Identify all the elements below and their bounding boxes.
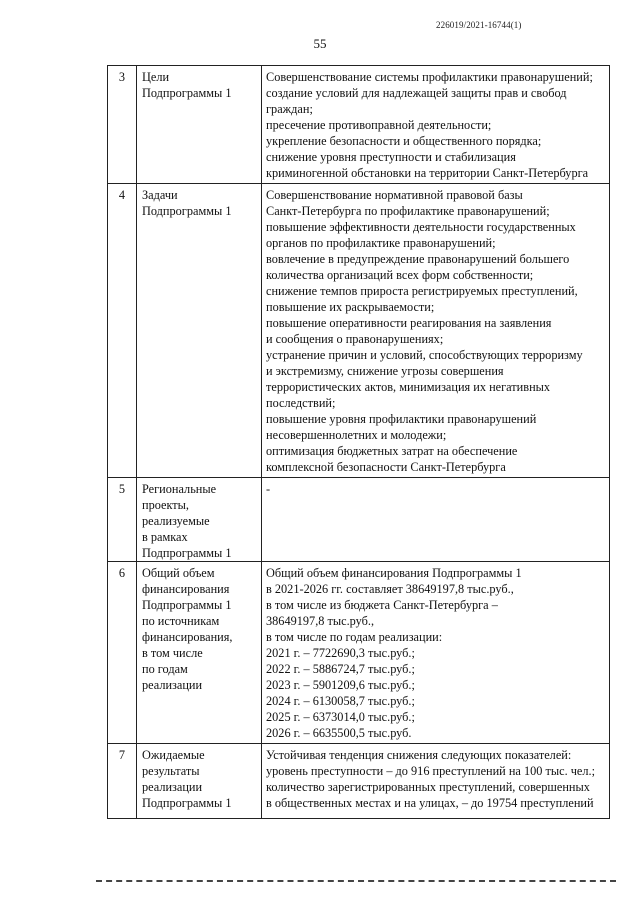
content-line: количество зарегистрированных преступлений, совершенных — [266, 780, 590, 794]
content-line: Совершенствование нормативной правовой базы — [266, 188, 523, 202]
row-number: 5 — [108, 478, 137, 562]
content-line: несовершеннолетних и молодежи; — [266, 428, 447, 442]
content-line: последствий; — [266, 396, 336, 410]
row-label-line: Подпрограммы 1 — [142, 598, 232, 612]
row-label-line: Цели — [142, 70, 170, 84]
row-label-line: проекты, — [142, 498, 190, 512]
row-label-line: Ожидаемые — [142, 748, 205, 762]
row-content — [262, 184, 610, 478]
row-label-line: в рамках — [142, 530, 188, 544]
row-label-line: Подпрограммы 1 — [142, 86, 232, 100]
content-line: в том числе из бюджета Санкт-Петербурга – — [266, 598, 498, 612]
row-number: 4 — [108, 184, 137, 478]
content-line: пресечение противоправной деятельности; — [266, 118, 492, 132]
content-line: снижение уровня преступности и стабилизация — [266, 150, 516, 164]
content-line: террористических актов, минимизация их негативных — [266, 380, 551, 394]
row-label-line: Подпрограммы 1 — [142, 204, 232, 218]
subprogram-passport-table — [107, 65, 610, 819]
row-label-line: по годам — [142, 662, 188, 676]
row-label-line: реализации — [142, 678, 203, 692]
content-line: комплексной безопасности Санкт-Петербурга — [266, 460, 506, 474]
scan-bottom-edge-line — [96, 880, 616, 882]
content-line: в общественных местах и на улицах, – до 19754 преступлений — [266, 796, 594, 810]
content-line: в 2021-2026 гг. составляет 38649197,8 тыс.руб., — [266, 582, 514, 596]
row-content — [262, 478, 610, 562]
row-label — [137, 66, 262, 184]
row-number: 7 — [108, 744, 137, 819]
row-label-line: реализации — [142, 780, 203, 794]
row-content — [262, 66, 610, 184]
row-label-line: результаты — [142, 764, 200, 778]
content-line: оптимизация бюджетных затрат на обеспечение — [266, 444, 518, 458]
row-label-line: Общий объем — [142, 566, 215, 580]
table-row — [108, 744, 610, 819]
content-line: Санкт-Петербурга по профилактике правонарушений; — [266, 204, 550, 218]
content-line: 2023 г. – 5901209,6 тыс.руб.; — [266, 678, 415, 692]
table-row — [108, 66, 610, 184]
row-number: 6 — [108, 562, 137, 744]
document-registration-number: 226019/2021-16744(1) — [436, 20, 522, 30]
row-label — [137, 478, 262, 562]
content-line: в том числе по годам реализации: — [266, 630, 443, 644]
content-line: вовлечение в предупреждение правонарушений большего — [266, 252, 570, 266]
content-line: Общий объем финансирования Подпрограммы 1 — [266, 566, 522, 580]
table-row — [108, 184, 610, 478]
content-line: Совершенствование системы профилактики правонарушений; — [266, 70, 593, 84]
row-label-line: Подпрограммы 1 — [142, 796, 232, 810]
content-line: 2024 г. – 6130058,7 тыс.руб.; — [266, 694, 415, 708]
content-line: повышение их раскрываемости; — [266, 300, 435, 314]
row-label — [137, 184, 262, 478]
table-row — [108, 478, 610, 562]
content-line: криминогенной обстановки на территории Санкт-Петербурга — [266, 166, 589, 180]
row-content — [262, 562, 610, 744]
content-line: 2022 г. – 5886724,7 тыс.руб.; — [266, 662, 415, 676]
content-line: Устойчивая тенденция снижения следующих показателей: — [266, 748, 572, 762]
content-line: укрепление безопасности и общественного порядка; — [266, 134, 542, 148]
content-line: повышение уровня профилактики правонарушений — [266, 412, 537, 426]
content-line: уровень преступности – до 916 преступлений на 100 тыс. чел.; — [266, 764, 595, 778]
content-line: 2025 г. – 6373014,0 тыс.руб.; — [266, 710, 415, 724]
content-line: снижение темпов прироста регистрируемых преступлений, — [266, 284, 578, 298]
table-row — [108, 562, 610, 744]
content-line: повышение оперативности реагирования на заявления — [266, 316, 552, 330]
content-line: и экстремизму, снижение угрозы совершения — [266, 364, 504, 378]
content-line: граждан; — [266, 102, 313, 116]
row-number: 3 — [108, 66, 137, 184]
row-label-line: Подпрограммы 1 — [142, 546, 232, 560]
content-line: устранение причин и условий, способствующих терроризму — [266, 348, 583, 362]
content-line: органов по профилактике правонарушений; — [266, 236, 496, 250]
content-line: и сообщения о правонарушениях; — [266, 332, 444, 346]
content-line: 38649197,8 тыс.руб., — [266, 614, 375, 628]
row-label-line: по источникам — [142, 614, 220, 628]
row-label-line: в том числе — [142, 646, 203, 660]
content-line: создание условий для надлежащей защиты прав и свобод — [266, 86, 567, 100]
row-label-line: финансирования — [142, 582, 230, 596]
row-label-line: финансирования, — [142, 630, 233, 644]
content-line: 2021 г. – 7722690,3 тыс.руб.; — [266, 646, 415, 660]
row-label — [137, 744, 262, 819]
content-line: количества организаций всех форм собственности; — [266, 268, 534, 282]
row-label-line: Задачи — [142, 188, 178, 202]
row-label-line: Региональные — [142, 482, 217, 496]
content-line: 2026 г. – 6635500,5 тыс.руб. — [266, 726, 412, 740]
content-line: - — [266, 482, 271, 496]
content-line: повышение эффективности деятельности государственных — [266, 220, 576, 234]
row-content — [262, 744, 610, 819]
row-label — [137, 562, 262, 744]
page-number: 55 — [313, 36, 327, 51]
row-label-line: реализуемые — [142, 514, 210, 528]
